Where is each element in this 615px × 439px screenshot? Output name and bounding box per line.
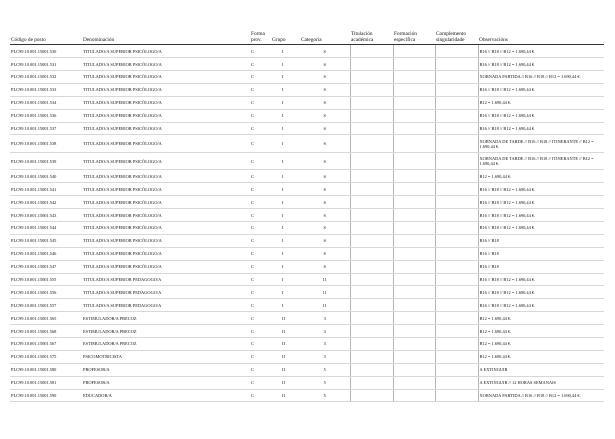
table-row	[10, 260, 604, 273]
cell-categoria: S	[300, 45, 350, 58]
cell-titulacion	[350, 45, 393, 58]
cell-grupo: I	[271, 247, 300, 260]
cell-complemento	[435, 260, 478, 273]
cell-complemento	[435, 209, 478, 222]
cell-forma-prov: C	[250, 247, 271, 260]
cell-complemento	[435, 273, 478, 286]
cell-observacions: XORNADA DE TARDE // B16 // B18 // ITINERANTE // B12 = 1.690,44 €.	[478, 152, 604, 170]
cell-grupo: I	[271, 299, 300, 312]
cell-observacions: B16 // B18 // B12 = 1.690,44 €.	[478, 196, 604, 209]
cell-denominacion: PROFESOR/A	[82, 376, 250, 389]
cell-formacion	[393, 247, 435, 260]
cell-titulacion	[350, 183, 393, 196]
cell-codigo: PLC99.10.001.15001.543	[10, 209, 82, 222]
cell-denominacion: TITULADO/A SUPERIOR PSICÓLOGO/A	[82, 247, 250, 260]
cell-categoria: S	[300, 152, 350, 170]
cell-forma-prov: C	[250, 152, 271, 170]
cell-complemento	[435, 286, 478, 299]
cell-titulacion	[350, 109, 393, 122]
header-observacions: Observacións	[478, 32, 604, 45]
cell-formacion	[393, 234, 435, 247]
cell-formacion	[393, 376, 435, 389]
cell-codigo: PLC99.10.001.15001.575	[10, 350, 82, 363]
cell-forma-prov: C	[250, 273, 271, 286]
cell-formacion	[393, 58, 435, 71]
cell-complemento	[435, 247, 478, 260]
cell-titulacion	[350, 58, 393, 71]
cell-forma-prov: C	[250, 260, 271, 273]
cell-titulacion	[350, 312, 393, 325]
cell-formacion	[393, 350, 435, 363]
cell-grupo: I	[271, 209, 300, 222]
cell-observacions: XORNADA PARTIDA // B16 // B18 // B12 = 1.690,44 €.	[478, 70, 604, 83]
cell-complemento	[435, 183, 478, 196]
cell-codigo: PLC99.10.001.15001.541	[10, 183, 82, 196]
cell-categoria: S	[300, 109, 350, 122]
cell-formacion	[393, 170, 435, 183]
table-row	[10, 170, 604, 183]
cell-complemento	[435, 389, 478, 402]
cell-complemento	[435, 350, 478, 363]
cell-titulacion	[350, 170, 393, 183]
cell-observacions: B16 // B18 // B12 = 1.690,44 €.	[478, 58, 604, 71]
cell-grupo: I	[271, 96, 300, 109]
cell-categoria: S	[300, 58, 350, 71]
table-row	[10, 152, 604, 170]
cell-forma-prov: C	[250, 135, 271, 153]
cell-grupo: II	[271, 312, 300, 325]
cell-denominacion: TITULADO/A SUPERIOR PSICÓLOGO/A	[82, 58, 250, 71]
cell-denominacion: TITULADO/A SUPERIOR PSICÓLOGO/A	[82, 96, 250, 109]
cell-grupo: I	[271, 152, 300, 170]
table-row	[10, 109, 604, 122]
cell-complemento	[435, 96, 478, 109]
table-row	[10, 221, 604, 234]
cell-complemento	[435, 312, 478, 325]
cell-titulacion	[350, 363, 393, 376]
cell-codigo: PLC99.10.001.15001.536	[10, 109, 82, 122]
cell-codigo: PLC99.10.001.15001.547	[10, 260, 82, 273]
cell-grupo: I	[271, 221, 300, 234]
cell-complemento	[435, 152, 478, 170]
cell-titulacion	[350, 209, 393, 222]
cell-titulacion	[350, 221, 393, 234]
cell-complemento	[435, 196, 478, 209]
cell-categoria: 11	[300, 286, 350, 299]
cell-grupo: I	[271, 196, 300, 209]
table-row	[10, 96, 604, 109]
cell-forma-prov: C	[250, 45, 271, 58]
cell-denominacion: TITULADO/A SUPERIOR PSICÓLOGO/A	[82, 260, 250, 273]
cell-observacions: A EXTINGUIR	[478, 363, 604, 376]
cell-formacion	[393, 96, 435, 109]
cell-titulacion	[350, 196, 393, 209]
cell-titulacion	[350, 234, 393, 247]
cell-codigo: PLC99.10.001.15001.580	[10, 363, 82, 376]
cell-codigo: PLC99.10.001.15001.581	[10, 376, 82, 389]
table-row	[10, 70, 604, 83]
cell-denominacion: TITULADO/A SUPERIOR PEDAGOGO/A	[82, 273, 250, 286]
cell-categoria: 3	[300, 325, 350, 338]
cell-formacion	[393, 122, 435, 135]
cell-categoria: S	[300, 83, 350, 96]
cell-observacions: A EXTINGUIR // 12 HORAS SEMANAIS	[478, 376, 604, 389]
cell-codigo: PLC99.10.001.15001.546	[10, 247, 82, 260]
cell-denominacion: TITULADO/A SUPERIOR PSICÓLOGO/A	[82, 170, 250, 183]
cell-grupo: I	[271, 45, 300, 58]
cell-titulacion	[350, 260, 393, 273]
cell-codigo: PLC99.10.001.15001.555	[10, 273, 82, 286]
cell-categoria: 11	[300, 299, 350, 312]
header-codigo: Código de posto	[10, 32, 82, 45]
table-row	[10, 122, 604, 135]
cell-formacion	[393, 209, 435, 222]
cell-categoria: 3	[300, 338, 350, 351]
cell-categoria: 11	[300, 273, 350, 286]
table-row	[10, 234, 604, 247]
posts-table	[10, 32, 604, 402]
cell-codigo: PLC99.10.001.15001.567	[10, 338, 82, 351]
cell-grupo: I	[271, 83, 300, 96]
cell-forma-prov: C	[250, 363, 271, 376]
cell-observacions: B16 // B18 // B12 = 1.690,44 €.	[478, 183, 604, 196]
cell-complemento	[435, 299, 478, 312]
header-grupo: Grupo	[271, 32, 300, 45]
table-row	[10, 247, 604, 260]
cell-forma-prov: C	[250, 122, 271, 135]
cell-complemento	[435, 122, 478, 135]
cell-complemento	[435, 170, 478, 183]
cell-grupo: I	[271, 273, 300, 286]
cell-observacions: B16 // B18	[478, 260, 604, 273]
header-titulacion: Titulación académica	[350, 32, 393, 45]
cell-titulacion	[350, 83, 393, 96]
cell-categoria: 3	[300, 350, 350, 363]
cell-grupo: I	[271, 234, 300, 247]
cell-grupo: II	[271, 389, 300, 402]
cell-formacion	[393, 70, 435, 83]
cell-formacion	[393, 221, 435, 234]
cell-formacion	[393, 325, 435, 338]
cell-complemento	[435, 58, 478, 71]
cell-denominacion: TITULADO/A SUPERIOR PSICÓLOGO/A	[82, 152, 250, 170]
table-row	[10, 209, 604, 222]
cell-forma-prov: C	[250, 170, 271, 183]
cell-codigo: PLC99.10.001.15001.537	[10, 122, 82, 135]
cell-formacion	[393, 299, 435, 312]
cell-formacion	[393, 389, 435, 402]
cell-complemento	[435, 45, 478, 58]
cell-denominacion: TITULADO/A SUPERIOR PSICÓLOGO/A	[82, 135, 250, 153]
cell-categoria: S	[300, 196, 350, 209]
cell-grupo: I	[271, 183, 300, 196]
cell-formacion	[393, 363, 435, 376]
cell-categoria: S	[300, 247, 350, 260]
cell-grupo: I	[271, 58, 300, 71]
cell-complemento	[435, 83, 478, 96]
table-row	[10, 58, 604, 71]
cell-codigo: PLC99.10.001.15001.557	[10, 299, 82, 312]
cell-codigo: PLC99.10.001.15001.532	[10, 70, 82, 83]
table-row	[10, 338, 604, 351]
cell-denominacion: EDUCADOR/A	[82, 389, 250, 402]
header-complemento: Complemento singularidade	[435, 32, 478, 45]
cell-denominacion: TITULADO/A SUPERIOR PSICÓLOGO/A	[82, 209, 250, 222]
cell-forma-prov: C	[250, 350, 271, 363]
table-row	[10, 325, 604, 338]
cell-codigo: PLC99.10.001.15001.590	[10, 389, 82, 402]
cell-observacions: B16 // B18	[478, 234, 604, 247]
header-categoria: Categoría	[300, 32, 350, 45]
cell-observacions: B12 = 1.690,44 €.	[478, 325, 604, 338]
cell-titulacion	[350, 247, 393, 260]
cell-formacion	[393, 45, 435, 58]
cell-titulacion	[350, 350, 393, 363]
cell-denominacion: ESTIMULADOR/A PRECOZ	[82, 312, 250, 325]
cell-formacion	[393, 196, 435, 209]
cell-forma-prov: C	[250, 109, 271, 122]
cell-observacions: B16 // B18 // B12 = 1.690,44 €.	[478, 286, 604, 299]
cell-denominacion: TITULADO/A SUPERIOR PSICÓLOGO/A	[82, 196, 250, 209]
cell-grupo: II	[271, 363, 300, 376]
cell-denominacion: TITULADO/A SUPERIOR PEDAGOGO/A	[82, 299, 250, 312]
cell-grupo: I	[271, 122, 300, 135]
cell-categoria: S	[300, 221, 350, 234]
table-row	[10, 376, 604, 389]
cell-formacion	[393, 260, 435, 273]
cell-forma-prov: C	[250, 299, 271, 312]
cell-denominacion: TITULADO/A SUPERIOR PSICÓLOGO/A	[82, 221, 250, 234]
cell-titulacion	[350, 70, 393, 83]
header-formacion: Formación específica	[393, 32, 435, 45]
cell-grupo: II	[271, 350, 300, 363]
table-header	[10, 32, 604, 45]
cell-titulacion	[350, 389, 393, 402]
cell-complemento	[435, 338, 478, 351]
cell-forma-prov: C	[250, 196, 271, 209]
cell-observacions: B16 // B18 // B12 = 1.690,44 €.	[478, 299, 604, 312]
cell-observacions: B12 = 1.690,44 €.	[478, 350, 604, 363]
cell-forma-prov: C	[250, 312, 271, 325]
cell-formacion	[393, 338, 435, 351]
cell-complemento	[435, 109, 478, 122]
cell-complemento	[435, 325, 478, 338]
cell-grupo: I	[271, 109, 300, 122]
cell-categoria: S	[300, 96, 350, 109]
table-row	[10, 135, 604, 153]
cell-titulacion	[350, 122, 393, 135]
cell-denominacion: TITULADO/A SUPERIOR PSICÓLOGO/A	[82, 122, 250, 135]
header-denominacion: Denominación	[82, 32, 250, 45]
cell-observacions: B16 // B18 // B12 = 1.690,44 €.	[478, 221, 604, 234]
cell-titulacion	[350, 286, 393, 299]
cell-observacions: B16 // B18	[478, 247, 604, 260]
cell-categoria: 5	[300, 376, 350, 389]
cell-formacion	[393, 273, 435, 286]
header-forma-prov: Forma prov.	[250, 32, 271, 45]
cell-formacion	[393, 135, 435, 153]
cell-categoria: S	[300, 260, 350, 273]
cell-codigo: PLC99.10.001.15001.539	[10, 152, 82, 170]
cell-denominacion: TITULADO/A SUPERIOR PSICÓLOGO/A	[82, 109, 250, 122]
cell-forma-prov: C	[250, 221, 271, 234]
cell-titulacion	[350, 152, 393, 170]
cell-codigo: PLC99.10.001.15001.556	[10, 286, 82, 299]
cell-codigo: PLC99.10.001.15001.534	[10, 96, 82, 109]
table-row	[10, 83, 604, 96]
table-row	[10, 183, 604, 196]
cell-forma-prov: C	[250, 183, 271, 196]
cell-codigo: PLC99.10.001.15001.538	[10, 135, 82, 153]
cell-grupo: I	[271, 135, 300, 153]
cell-titulacion	[350, 338, 393, 351]
cell-observacions: B12 = 1.690,44 €.	[478, 312, 604, 325]
cell-complemento	[435, 221, 478, 234]
table-row	[10, 350, 604, 363]
cell-categoria: S	[300, 234, 350, 247]
cell-forma-prov: C	[250, 83, 271, 96]
cell-codigo: PLC99.10.001.15001.568	[10, 325, 82, 338]
cell-categoria: S	[300, 183, 350, 196]
cell-denominacion: TITULADO/A SUPERIOR PSICÓLOGO/A	[82, 83, 250, 96]
cell-forma-prov: C	[250, 338, 271, 351]
cell-observacions: B12 = 1.690,44 €.	[478, 338, 604, 351]
cell-codigo: PLC99.10.001.15001.531	[10, 58, 82, 71]
cell-observacions: B12 = 1.690,44 €.	[478, 96, 604, 109]
cell-denominacion: ESTIMULADOR/A PRECOZ	[82, 338, 250, 351]
cell-denominacion: TITULADO/A SUPERIOR PEDAGOGO/A	[82, 286, 250, 299]
cell-observacions: XORNADA PARTIDA // B16 // B18 // B12 = 1.690,44 €.	[478, 389, 604, 402]
cell-forma-prov: C	[250, 70, 271, 83]
cell-codigo: PLC99.10.001.15001.544	[10, 221, 82, 234]
cell-denominacion: TITULADO/A SUPERIOR PSICÓLOGO/A	[82, 183, 250, 196]
cell-observacions: B16 // B18 // B12 = 1.690,44 €.	[478, 109, 604, 122]
cell-categoria: S	[300, 209, 350, 222]
cell-observacions: B12 = 1.690,44 €.	[478, 170, 604, 183]
cell-codigo: PLC99.10.001.15001.542	[10, 196, 82, 209]
cell-categoria: 5	[300, 363, 350, 376]
cell-forma-prov: C	[250, 389, 271, 402]
cell-formacion	[393, 286, 435, 299]
cell-categoria: S	[300, 135, 350, 153]
table-row	[10, 363, 604, 376]
cell-grupo: I	[271, 286, 300, 299]
cell-observacions: B16 // B18 // B12 = 1.690,44 €.	[478, 45, 604, 58]
cell-denominacion: PSICOMOTRICISTA	[82, 350, 250, 363]
cell-titulacion	[350, 325, 393, 338]
cell-titulacion	[350, 299, 393, 312]
cell-formacion	[393, 152, 435, 170]
cell-formacion	[393, 183, 435, 196]
cell-forma-prov: C	[250, 286, 271, 299]
cell-observacions: B16 // B18 // B12 = 1.690,44 €.	[478, 273, 604, 286]
table-row	[10, 286, 604, 299]
cell-observacions: B16 // B18 // B12 = 1.690,44 €.	[478, 83, 604, 96]
cell-denominacion: TITULADO/A SUPERIOR PSICÓLOGO/A	[82, 234, 250, 247]
cell-forma-prov: C	[250, 58, 271, 71]
cell-forma-prov: C	[250, 96, 271, 109]
table-row	[10, 299, 604, 312]
cell-titulacion	[350, 135, 393, 153]
cell-denominacion: ESTIMULADOR/A PRECOZ	[82, 325, 250, 338]
table-row	[10, 389, 604, 402]
cell-codigo: PLC99.10.001.15001.540	[10, 170, 82, 183]
cell-codigo: PLC99.10.001.15001.533	[10, 83, 82, 96]
cell-complemento	[435, 363, 478, 376]
cell-denominacion: TITULADO/A SUPERIOR PSICÓLOGO/A	[82, 70, 250, 83]
cell-grupo: I	[271, 70, 300, 83]
cell-grupo: I	[271, 170, 300, 183]
cell-categoria: S	[300, 122, 350, 135]
cell-grupo: I	[271, 260, 300, 273]
cell-denominacion: PROFESOR/A	[82, 363, 250, 376]
cell-categoria: 5	[300, 389, 350, 402]
cell-complemento	[435, 376, 478, 389]
cell-complemento	[435, 70, 478, 83]
cell-forma-prov: C	[250, 234, 271, 247]
table-body	[10, 45, 604, 402]
table-row	[10, 273, 604, 286]
cell-observacions: XORNADA DE TARDE // B16 // B18 // ITINERANTE // B12 = 1.690,44 €.	[478, 135, 604, 153]
cell-forma-prov: C	[250, 209, 271, 222]
cell-formacion	[393, 312, 435, 325]
cell-forma-prov: C	[250, 325, 271, 338]
cell-formacion	[393, 109, 435, 122]
cell-grupo: II	[271, 338, 300, 351]
table-row	[10, 45, 604, 58]
cell-forma-prov: C	[250, 376, 271, 389]
cell-codigo: PLC99.10.001.15001.565	[10, 312, 82, 325]
cell-titulacion	[350, 273, 393, 286]
cell-categoria: 3	[300, 312, 350, 325]
cell-complemento	[435, 234, 478, 247]
cell-denominacion: TITULADO/A SUPERIOR PSICÓLOGO/A	[82, 45, 250, 58]
cell-grupo: II	[271, 325, 300, 338]
cell-titulacion	[350, 376, 393, 389]
cell-codigo: PLC99.10.001.15001.530	[10, 45, 82, 58]
cell-grupo: II	[271, 376, 300, 389]
cell-formacion	[393, 83, 435, 96]
cell-categoria: S	[300, 70, 350, 83]
table-row	[10, 312, 604, 325]
cell-observacions: B16 // B18 // B12 = 1.690,44 €.	[478, 209, 604, 222]
cell-codigo: PLC99.10.001.15001.545	[10, 234, 82, 247]
cell-categoria: S	[300, 170, 350, 183]
table-row	[10, 196, 604, 209]
cell-complemento	[435, 135, 478, 153]
cell-observacions: B16 // B18 // B12 = 1.690,44 €.	[478, 122, 604, 135]
cell-titulacion	[350, 96, 393, 109]
